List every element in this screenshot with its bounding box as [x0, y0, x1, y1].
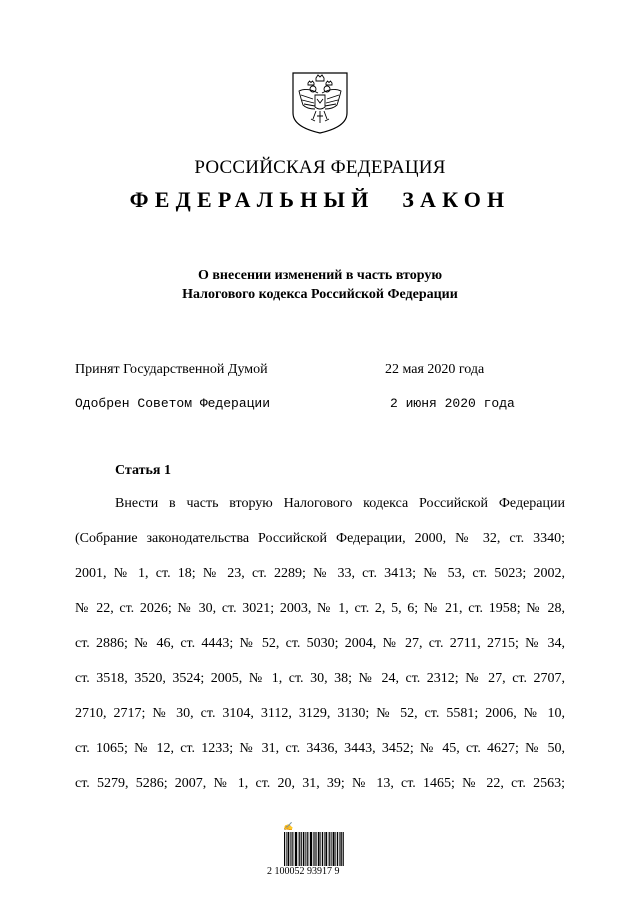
adoption-duma — [0, 362, 640, 382]
duma-label: Принят Государственной Думой — [75, 362, 268, 377]
document-stamp — [263, 822, 363, 886]
adoption-council — [0, 396, 640, 416]
coat-of-arms-icon — [289, 69, 351, 135]
article-line: (Собрание законодательства Российской Федерации, 2000, № 32, ст. 3340; — [75, 531, 565, 546]
duma-date: 22 мая 2020 года — [385, 362, 485, 377]
handwritten-mark-icon: ✍ — [283, 822, 293, 831]
barcode-icon — [284, 832, 344, 866]
article-line: № 22, ст. 2026; № 30, ст. 3021; 2003, № 1, ст. 2, 5, 6; № 21, ст. 1958; № 28, — [75, 601, 565, 616]
article-line: ст. 2886; № 46, ст. 4443; № 52, ст. 5030; 2004, № 27, ст. 2711, 2715; № 34, — [75, 636, 565, 651]
article-line: ст. 5279, 5286; 2007, № 1, ст. 20, 31, 39; № 13, ст. 1465; № 22, ст. 2563; — [75, 776, 565, 791]
article-line: 2710, 2717; № 30, ст. 3104, 3112, 3129, 3130; № 52, ст. 5581; 2006, № 10, — [75, 706, 565, 721]
law-type: ФЕДЕРАЛЬНЫЙ ЗАКОН — [129, 187, 511, 212]
law-title-line: Налогового кодекса Российской Федерации — [182, 287, 458, 302]
article-line: 2001, № 1, ст. 18; № 23, ст. 2289; № 33, ст. 3413; № 53, ст. 5023; 2002, — [75, 566, 565, 581]
law-title — [0, 266, 640, 304]
council-date: 2 июня 2020 года — [390, 396, 515, 411]
article-body — [75, 492, 565, 807]
council-label: Одобрен Советом Федерации — [75, 396, 271, 411]
barcode-number: 2 100052 93917 9 — [267, 866, 340, 877]
article-line: ст. 1065; № 12, ст. 1233; № 31, ст. 3436, 3443, 3452; № 45, ст. 4627; № 50, — [75, 741, 565, 756]
law-title-line: О внесении изменений в часть вторую — [197, 268, 443, 283]
article-line: Внести в часть вторую Налогового кодекса Российской Федерации — [115, 496, 565, 511]
article-heading: Статья 1 — [115, 463, 171, 478]
article-line: ст. 3518, 3520, 3524; 2005, № 1, ст. 30, 38; № 24, ст. 2312; № 27, ст. 2707, — [75, 671, 565, 686]
country-name: РОССИЙСКАЯ ФЕДЕРАЦИЯ — [194, 157, 446, 178]
